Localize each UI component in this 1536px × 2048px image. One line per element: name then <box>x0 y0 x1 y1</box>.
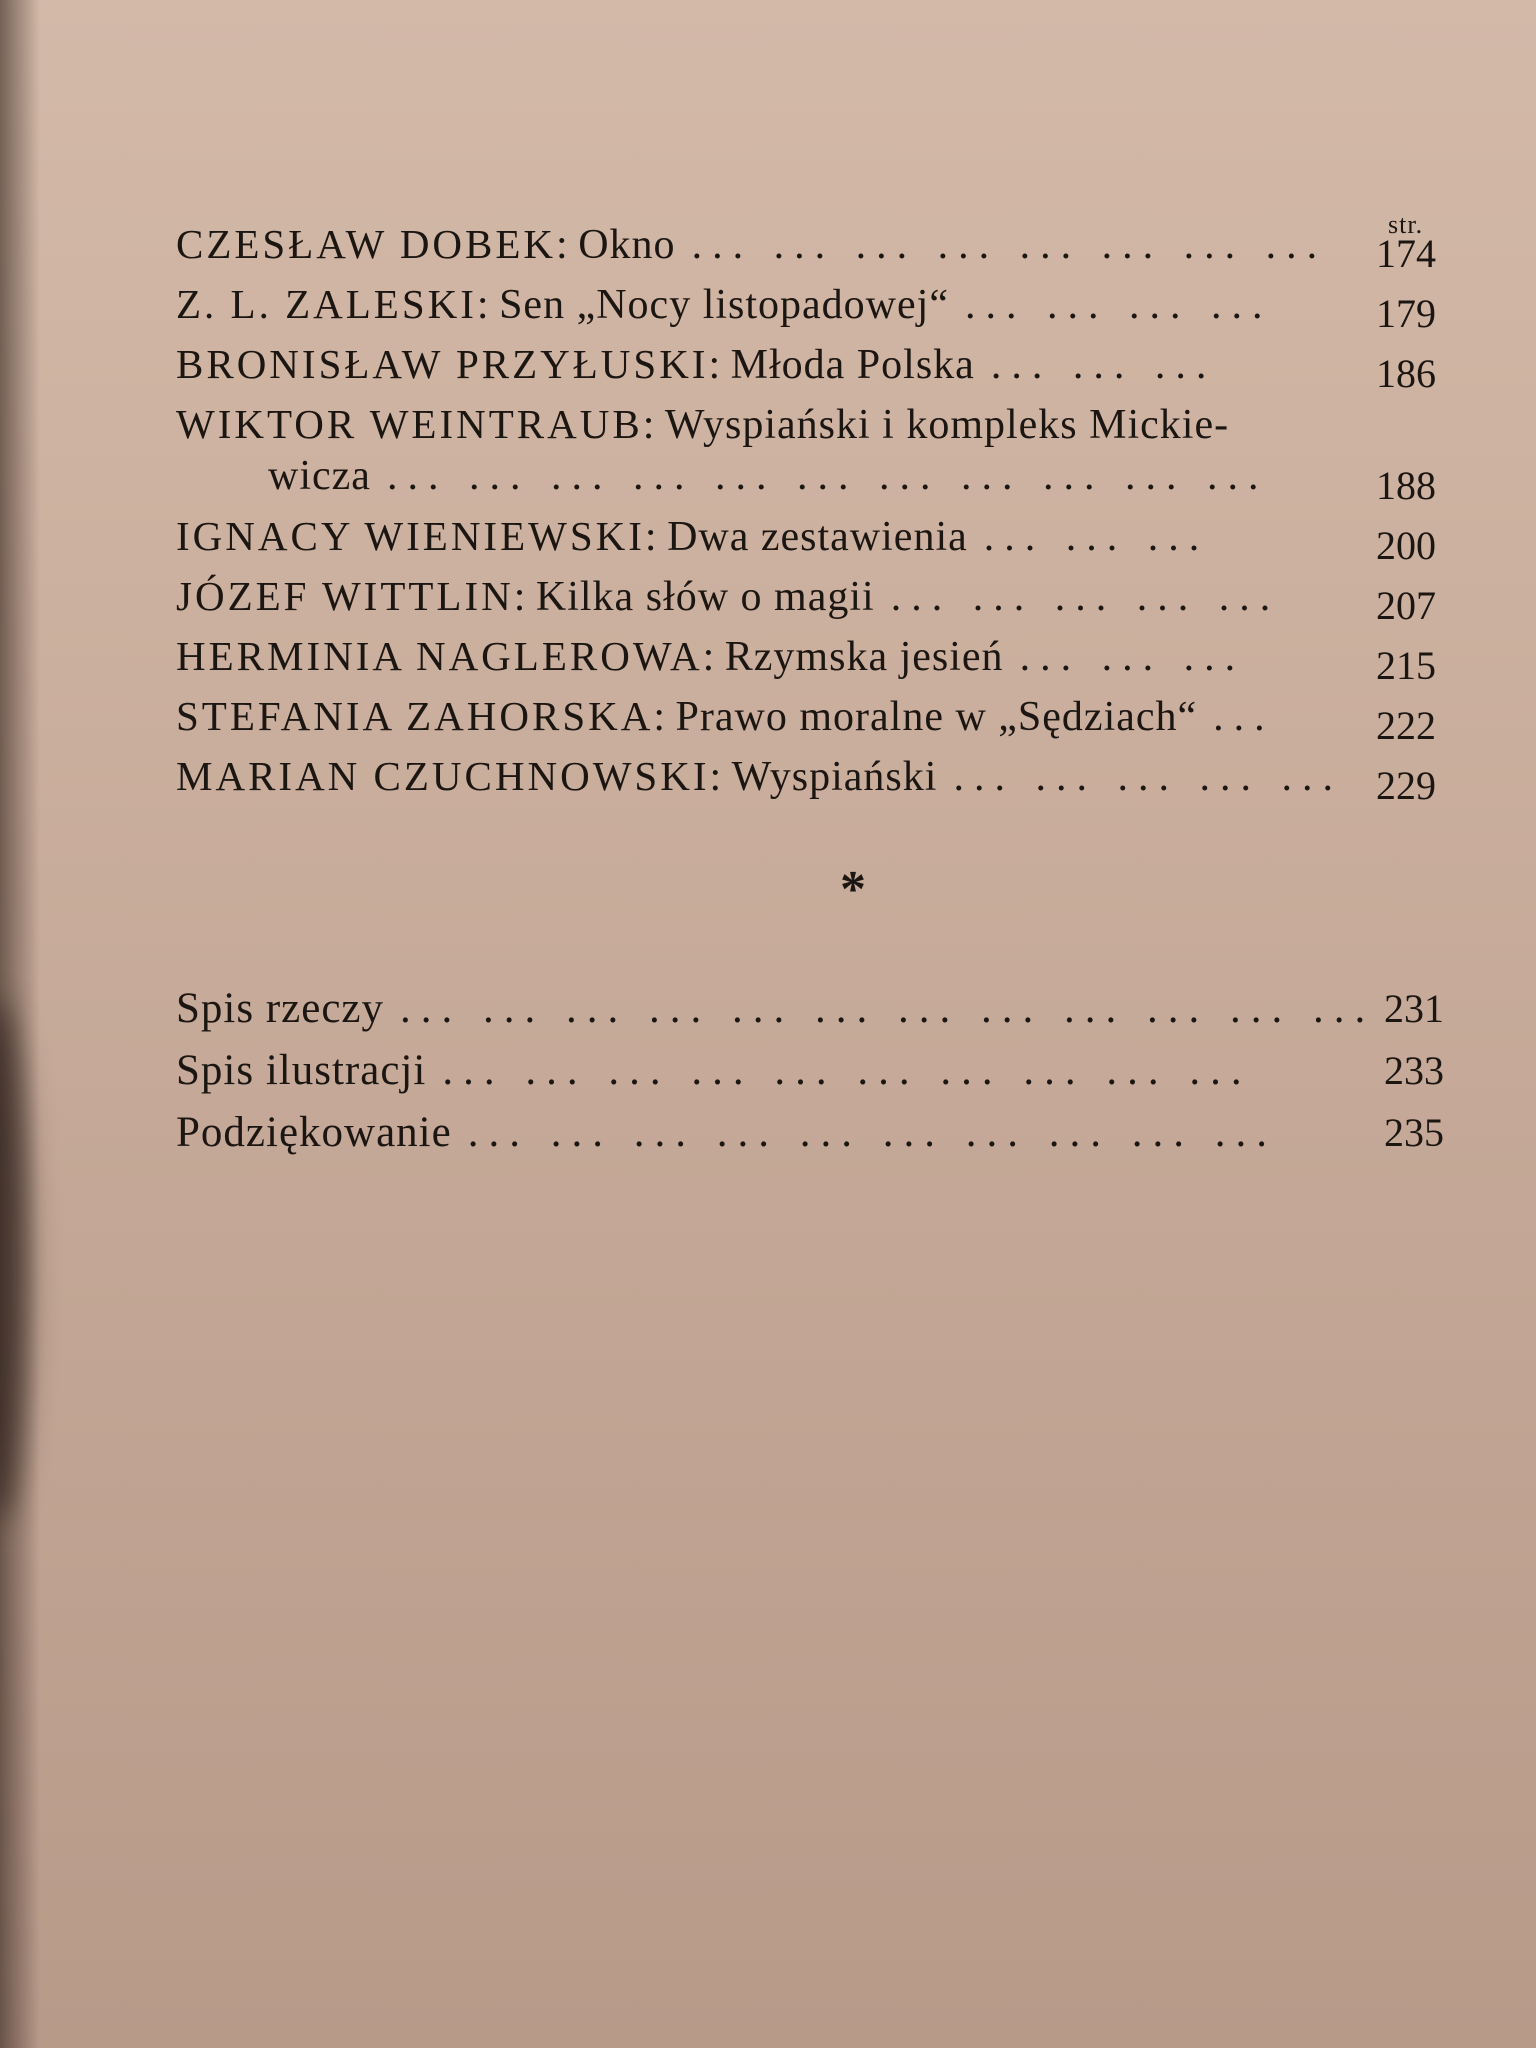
entry-title: Sen „Nocy listopadowej“ <box>499 282 949 328</box>
index-entry-spis-rzeczy <box>176 978 1444 1040</box>
entry-page: 233 <box>1384 1048 1444 1093</box>
entry-title: Spis ilustracji <box>176 1047 427 1094</box>
entry-dots: ... ... ... <box>990 342 1217 388</box>
entry-title: Podziękowanie <box>176 1109 452 1156</box>
entry-title: Kilka słów o magii <box>535 574 875 620</box>
toc-entry-weintraub: WIKTOR WEINTRAUB: Wyspiański i kompleks Mickie- wicza ... ... ... ... ... ... ... ... ... ... ... 188 <box>176 394 1436 506</box>
toc-entry-dobek: CZESŁAW DOBEK: Okno ... ... ... ... ... ... ... ... 174 <box>176 214 1436 274</box>
section-separator: * <box>840 861 866 918</box>
toc-entry-naglerowa: HERMINIA NAGLEROWA: Rzymska jesień ... ... ... 215 <box>176 626 1436 686</box>
entry-title: Rzymska jesień <box>724 634 1004 680</box>
entry-title: Wyspiański i kompleks Mickie- <box>664 402 1230 448</box>
entry-dots: ... ... ... ... ... <box>953 754 1343 800</box>
page-column-label: str. <box>1388 210 1424 239</box>
entry-page: 207 <box>1376 583 1436 628</box>
entry-page: 179 <box>1376 291 1436 336</box>
entry-author: CZESŁAW DOBEK <box>176 221 557 267</box>
toc-entry-zaleski: Z. L. ZALESKI: Sen „Nocy listopadowej“ ... ... ... ... 179 <box>176 274 1436 334</box>
entry-author: HERMINIA NAGLEROWA <box>176 633 703 679</box>
entry-dots: ... ... ... ... ... ... ... ... ... ... <box>442 1047 1252 1094</box>
entry-dots: ... ... ... <box>983 514 1210 560</box>
entry-dots: ... ... ... ... ... ... ... ... ... ... ... <box>386 453 1269 499</box>
entry-page: 235 <box>1384 1110 1444 1155</box>
entry-title: Dwa zestawienia <box>667 514 968 560</box>
entry-author: BRONISŁAW PRZYŁUSKI <box>176 341 709 387</box>
entry-title: Prawo moralne w „Sędziach“ <box>675 694 1198 740</box>
entry-dots: ... ... ... ... ... ... ... ... <box>691 222 1328 268</box>
entry-author: WIKTOR WEINTRAUB <box>176 401 643 447</box>
entry-dots: ... ... ... ... <box>964 282 1273 328</box>
entry-page: 222 <box>1376 703 1436 748</box>
entry-page: 200 <box>1376 523 1436 568</box>
entry-title: Okno <box>578 222 676 268</box>
toc-entry-wieniewski: IGNACY WIENIEWSKI: Dwa zestawienia ... ... ... 200 <box>176 506 1436 566</box>
back-matter-list <box>176 978 1444 1164</box>
entry-title: Wyspiański <box>731 754 938 800</box>
entry-dots: ... ... ... ... ... ... ... ... ... ... <box>467 1109 1277 1156</box>
table-of-contents <box>176 200 1436 806</box>
entry-dots: ... ... ... ... ... ... ... ... ... ... ... ... <box>400 985 1376 1032</box>
entry-page: 231 <box>1384 986 1444 1031</box>
entry-author: STEFANIA ZAHORSKA <box>176 693 654 739</box>
toc-entry-czuchnowski: MARIAN CZUCHNOWSKI: Wyspiański ... ... ... ... ... 229 <box>176 746 1436 806</box>
entry-dots: ... ... ... ... ... <box>890 574 1281 620</box>
index-entry-podziekowanie <box>176 1102 1444 1164</box>
entry-title: Spis rzeczy <box>176 985 385 1032</box>
entry-page: 229 <box>1376 763 1436 808</box>
entry-page: 188 <box>1376 463 1436 508</box>
entry-title-continuation: wicza <box>268 453 371 499</box>
entry-author: Z. L. ZALESKI <box>176 281 477 327</box>
entry-author: IGNACY WIENIEWSKI <box>176 513 645 559</box>
entry-page: 174 <box>1376 231 1436 276</box>
index-entry-spis-ilustracji <box>176 1040 1444 1102</box>
entry-author: MARIAN CZUCHNOWSKI <box>176 753 710 799</box>
entry-author: JÓZEF WITTLIN <box>176 573 514 619</box>
toc-entry-przyluski: BRONISŁAW PRZYŁUSKI: Młoda Polska ... ... ... 186 <box>176 334 1436 394</box>
toc-entry-zahorska: STEFANIA ZAHORSKA: Prawo moralne w „Sędziach“ ... 222 <box>176 686 1436 746</box>
toc-entry-wittlin: JÓZEF WITTLIN: Kilka słów o magii ... ... ... ... ... 207 <box>176 566 1436 626</box>
entry-dots: ... <box>1213 694 1275 740</box>
entry-page: 186 <box>1376 351 1436 396</box>
entry-page: 215 <box>1376 643 1436 688</box>
entry-dots: ... ... ... <box>1019 634 1246 680</box>
entry-title: Młoda Polska <box>730 342 975 388</box>
